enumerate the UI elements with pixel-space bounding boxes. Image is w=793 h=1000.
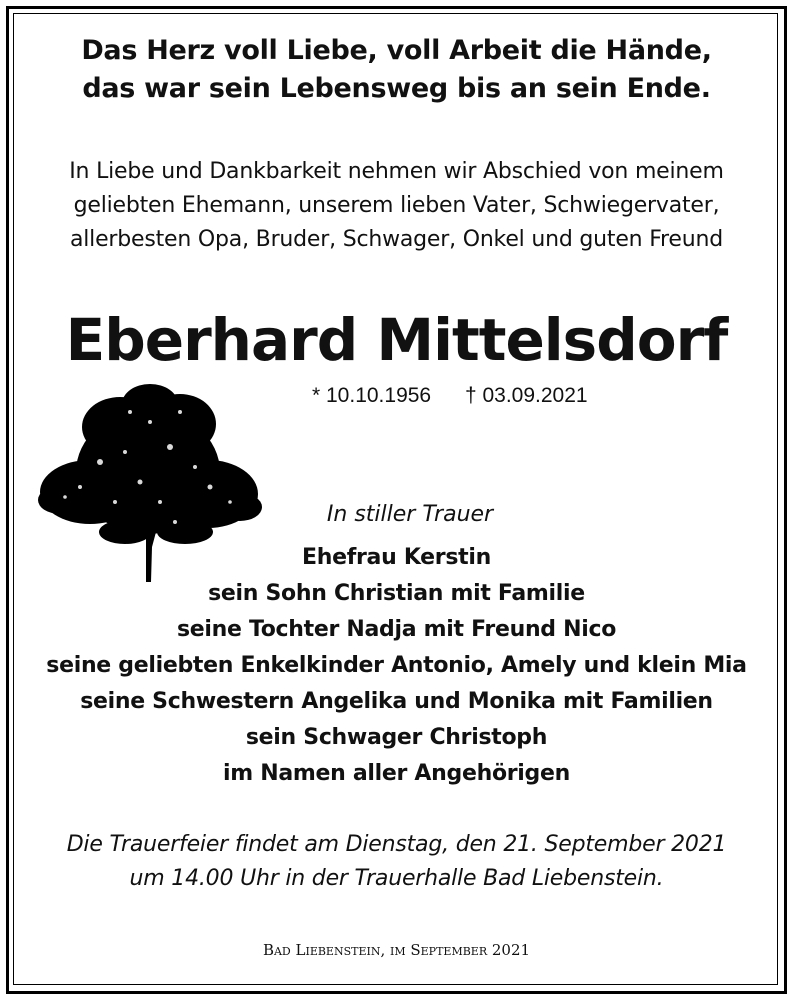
- intro-text: [0, 155, 793, 257]
- deceased-name: Eberhard Mittelsdorf: [65, 306, 728, 374]
- family-member: im Namen aller Angehörigen: [223, 761, 570, 786]
- family-member: seine Schwestern Angelika und Monika mit Familien: [80, 689, 713, 714]
- ceremony-line-2: um 14.00 Uhr in der Trauerhalle Bad Liebenstein.: [129, 866, 664, 891]
- family-member: sein Schwager Christoph: [245, 725, 548, 750]
- intro-line-1: In Liebe und Dankbarkeit nehmen wir Abschied von meinem: [69, 159, 724, 184]
- mourning-label: In stiller Trauer: [326, 502, 494, 527]
- place-and-date: Bad Liebenstein, im September 2021: [262, 941, 531, 959]
- family-member: sein Sohn Christian mit Familie: [208, 581, 585, 606]
- motto-line-2: das war sein Lebensweg bis an sein Ende.: [82, 73, 711, 104]
- family-member: Ehefrau Kerstin: [302, 545, 491, 570]
- intro-line-2: geliebten Ehemann, unserem lieben Vater, Schwiegervater,: [73, 193, 720, 218]
- birth-date: * 10.10.1956: [312, 384, 432, 407]
- family-list: [0, 540, 793, 792]
- ceremony-line-1: Die Trauerfeier findet am Dienstag, den 21. September 2021: [66, 832, 727, 857]
- motto-line-1: Das Herz voll Liebe, voll Arbeit die Hände,: [81, 35, 712, 66]
- life-dates: [312, 384, 588, 408]
- family-member: seine Tochter Nadja mit Freund Nico: [176, 617, 617, 642]
- intro-line-3: allerbesten Opa, Bruder, Schwager, Onkel und guten Freund: [69, 227, 724, 252]
- ceremony-info: [0, 828, 793, 896]
- motto: [0, 32, 793, 108]
- family-member: seine geliebten Enkelkinder Antonio, Amely und klein Mia: [46, 653, 747, 678]
- death-date: † 03.09.2021: [464, 384, 588, 407]
